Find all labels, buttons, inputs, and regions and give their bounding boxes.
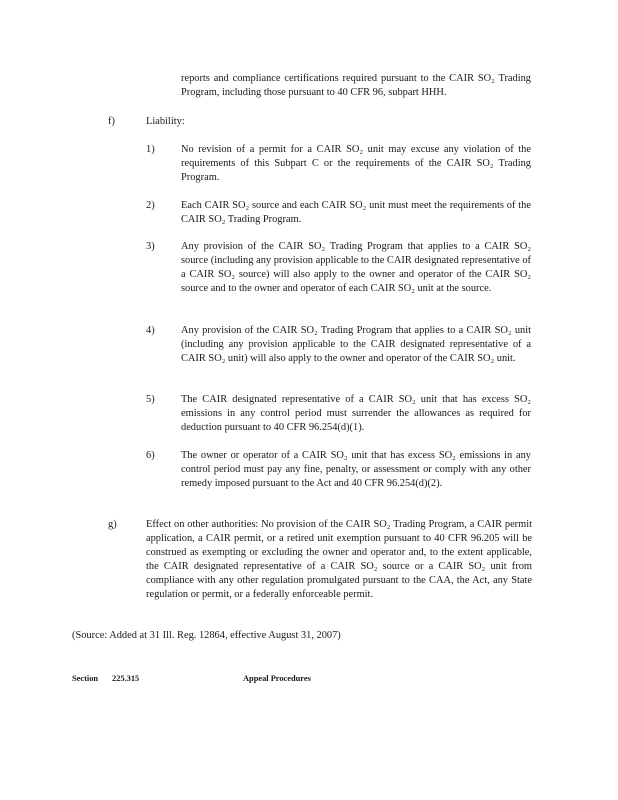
liability-item-4: Any provision of the CAIR SO₂ Trading Program that applies to a CAIR SO₂ unit (including any provision applicable to the CAIR designated representative of a CAIR SO₂ unit) will also apply to the owner and operator of the CAIR SO₂ unit. xyxy=(181,325,531,365)
liability-item-2: Each CAIR SO₂ source and each CAIR SO₂ unit must meet the requirements of the CAIR SO₂ Trading Program. xyxy=(181,200,531,226)
liability-item-3: Any provision of the CAIR SO₂ Trading Program that applies to a CAIR SO₂ source (including any provision applicable to the CAIR designated representative of a CAIR SO₂ source) will also apply to the owner and operator of the CAIR SO₂ source and to the owner and operator of each CAIR SO₂ unit at the source. xyxy=(181,241,531,295)
item-number: 1) xyxy=(146,144,155,155)
item-number: 4) xyxy=(146,325,155,336)
source-note: (Source: Added at 31 Ill. Reg. 12864, effective August 31, 2007) xyxy=(72,630,341,641)
continuation-paragraph: reports and compliance certifications required pursuant to the CAIR SO₂ Trading Program, including those pursuant to 40 CFR 96, subpart HHH. xyxy=(181,73,531,99)
liability-item-6: The owner or operator of a CAIR SO₂ unit that has excess SO₂ emissions in any control period must pay any fine, penalty, or assessment or comply with any other remedy imposed pursuant to the Act and 40 CFR 96.254(d)(2). xyxy=(181,450,531,490)
item-number: 2) xyxy=(146,200,155,211)
footer-section-number: 225.315 xyxy=(112,674,140,683)
section-f-title: Liability: xyxy=(146,116,185,127)
section-g-label: g) xyxy=(108,519,117,530)
item-number: 6) xyxy=(146,450,155,461)
section-f-label: f) xyxy=(108,116,115,127)
item-number: 3) xyxy=(146,241,155,252)
liability-item-5: The CAIR designated representative of a CAIR SO₂ unit that has excess SO₂ emissions in any control period must surrender the allowances as required for deduction pursuant to 40 CFR 96.254(d)(1). xyxy=(181,394,531,434)
section-g-paragraph: Effect on other authorities: No provision of the CAIR SO₂ Trading Program, a CAIR permit application, a CAIR permit, or a retired unit exemption pursuant to 40 CFR 96.205 will be construed as exempting or excluding the owner and operator and, to the extent applicable, the CAIR designated representative of a CAIR SO₂ source or a CAIR SO₂ unit from compliance with any other regulation promulgated pursuant to the CAA, the Act, any State regulation or permit, or a federally enforceable permit. xyxy=(146,519,532,601)
footer-section-title: Appeal Procedures xyxy=(243,674,311,683)
footer-section-label: Section xyxy=(72,674,99,683)
item-number: 5) xyxy=(146,394,155,405)
liability-item-1: No revision of a permit for a CAIR SO₂ unit may excuse any violation of the requirements of this Subpart C or the requirements of the CAIR SO₂ Trading Program. xyxy=(181,144,531,184)
